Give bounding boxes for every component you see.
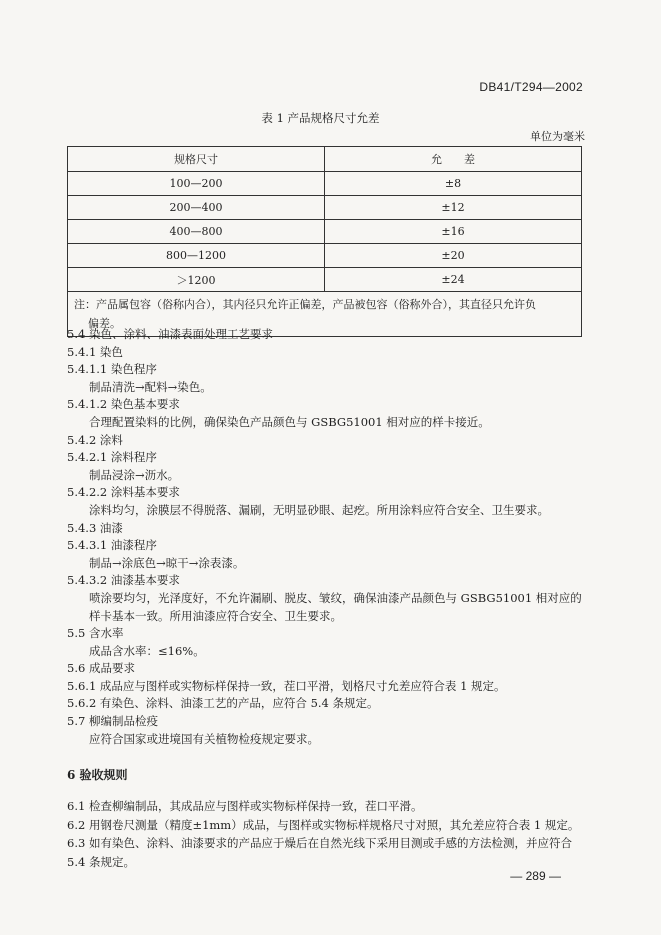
table-row (68, 244, 582, 268)
section-heading: 5.4.3 油漆 (67, 520, 123, 535)
table-unit: 单位为毫米 (530, 130, 585, 143)
column-header: 允 差 (325, 147, 582, 172)
table-note-line: 偏差。 (88, 317, 121, 330)
table-row (68, 172, 582, 196)
table-cell: ±16 (325, 220, 582, 244)
table-cell: 100—200 (68, 172, 325, 196)
page-number: — 289 — (510, 869, 561, 883)
table-cell: ±20 (325, 244, 582, 268)
paragraph: 应符合国家或进境国有关植物检疫规定要求。 (89, 731, 319, 746)
paragraph: 涂料均匀，涂膜层不得脱落、漏刷，无明显砂眼、起疙。所用涂料应符合安全、卫生要求。 (89, 502, 549, 517)
paragraph: 制品浸涂→沥水。 (89, 467, 180, 482)
section-6-body (67, 797, 587, 871)
spec-tolerance-table (67, 146, 582, 337)
section-heading: 5.4.2 涂料 (67, 432, 123, 447)
section-heading: 5.6 成品要求 (67, 661, 135, 676)
table-header-row (68, 147, 582, 172)
paragraph: 制品清洗→配料→染色。 (89, 379, 212, 394)
clause: 5.6.2 有染色、涂料、油漆工艺的产品，应符合 5.4 条规定。 (67, 696, 379, 711)
section-heading: 5.4.2.1 涂料程序 (67, 450, 157, 465)
section-heading: 5.5 含水率 (67, 626, 124, 641)
section-6-title: 6 验收规则 (67, 768, 128, 782)
table-cell: ±12 (325, 196, 582, 220)
section-heading: 5.4.1.2 染色基本要求 (67, 397, 180, 412)
clause: 5.6.1 成品应与图样或实物标样保持一致，茬口平滑，划格尺寸允差应符合表 1 规定。 (67, 678, 506, 693)
paragraph: 喷涂要均匀，光泽度好，不允许漏刷、脱皮、皱纹，确保油漆产品颜色与 GSBG51001 相对应的样卡基本一致。所用油漆应符合安全、卫生要求。 (89, 590, 582, 623)
section-heading: 5.7 柳编制品检疫 (67, 714, 158, 729)
section-heading: 5.4.3.1 油漆程序 (67, 538, 157, 553)
section-heading: 5.4.3.2 油漆基本要求 (67, 573, 180, 588)
clause: 6.3 如有染色、涂料、油漆要求的产品应于燥后在自然光线下采用目测或手感的方法检测，并应符合 (67, 836, 572, 850)
clause: 5.4 条规定。 (67, 854, 135, 869)
paragraph: 合理配置染料的比例，确保染色产品颜色与 GSBG51001 相对应的样卡接近。 (89, 414, 490, 429)
clause: 6.1 检查柳编制品，其成品应与图样或实物标样保持一致，茬口平滑。 (67, 799, 423, 813)
clause: 6.2 用钢卷尺测量（精度±1mm）成品，与图样或实物标样规格尺寸对照，其允差应符合表 1 规定。 (67, 817, 580, 832)
table-note-line: 注：产品属包容（俗称内合），其内径只允许正偏差，产品被包容（俗称外合），其直径只允许负 (74, 298, 536, 311)
section-heading: 5.4.1 染色 (67, 344, 123, 359)
table-cell: 400—800 (68, 220, 325, 244)
paragraph: 制品→涂底色→晾干→涂表漆。 (89, 555, 245, 570)
body-text (67, 326, 587, 748)
section-heading: 5.4.2.2 涂料基本要求 (67, 485, 180, 500)
section-heading: 5.4.1.1 染色程序 (67, 362, 157, 377)
table-caption: 表 1 产品规格尺寸允差 (261, 111, 380, 125)
standard-code: DB41/T294—2002 (479, 80, 583, 94)
table-cell: ＞1200 (68, 268, 325, 292)
paragraph: 成品含水率：≤16%。 (89, 643, 205, 658)
table-cell: ±8 (325, 172, 582, 196)
table-row (68, 196, 582, 220)
table-row (68, 220, 582, 244)
table-row (68, 268, 582, 292)
section-heading: 5.4 染色、涂料、油漆表面处理工艺要求 (67, 327, 273, 341)
table-cell: ±24 (325, 268, 582, 292)
table-cell: 200—400 (68, 196, 325, 220)
table-cell: 800—1200 (68, 244, 325, 268)
column-header: 规格尺寸 (68, 147, 325, 172)
